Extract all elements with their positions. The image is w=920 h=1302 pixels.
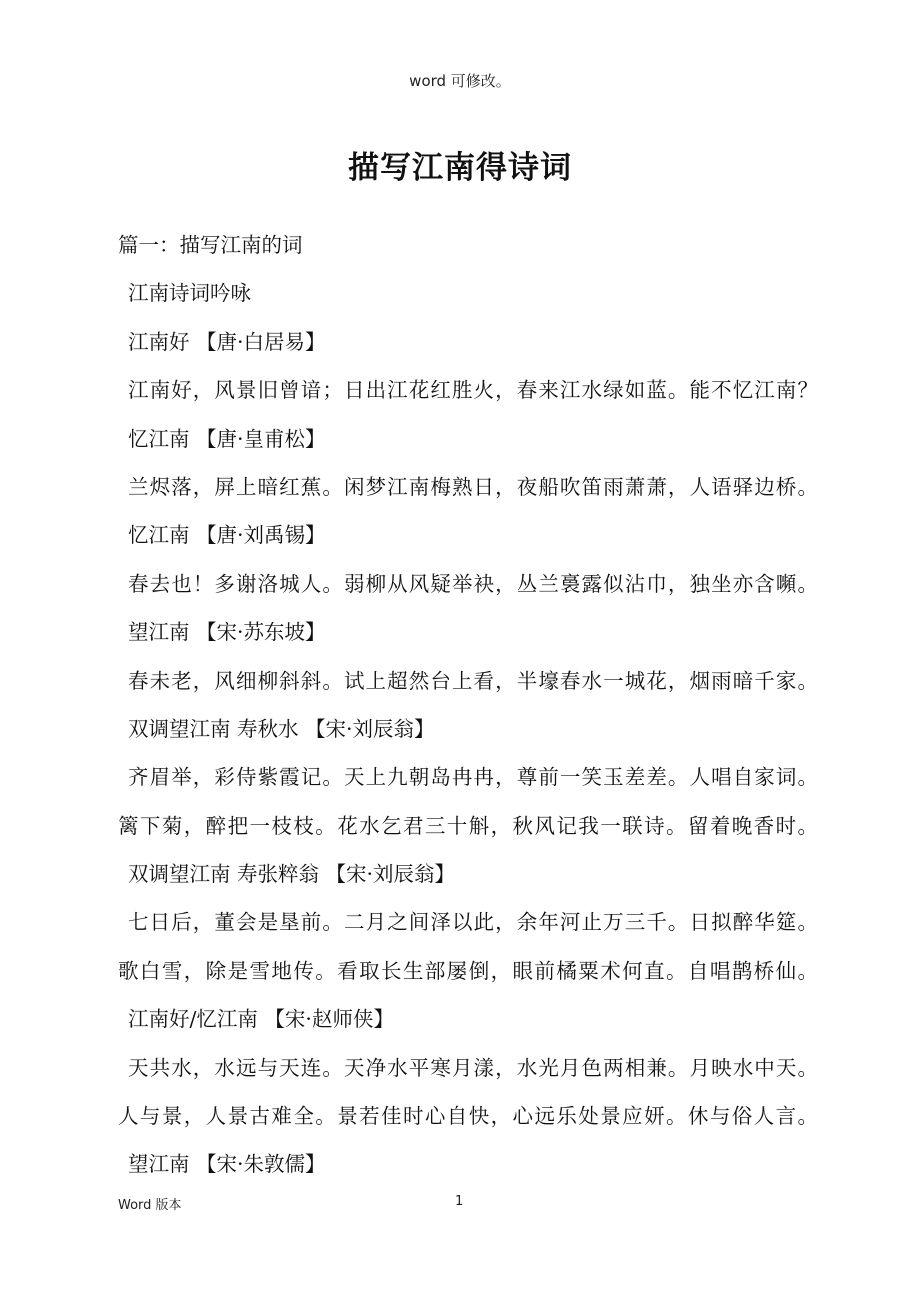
poem-title: 忆江南 【唐·刘禹锡】 — [128, 523, 326, 548]
poem-text: 歌白雪，除是雪地传。看取长生部屡倒，眼前橘粟术何直。自唱鹊桥仙。 — [118, 958, 818, 983]
page-number: 1 — [455, 1194, 464, 1209]
poem-text: 七日后，董会是垦前。二月之间泽以此，余年河止万三千。日拟醉华筵。 — [128, 910, 818, 935]
poem-title: 江南好/忆江南 【宋·赵师侠】 — [128, 1007, 394, 1032]
poem-title: 忆江南 【唐·皇甫松】 — [128, 426, 326, 451]
poem-title: 望江南 【宋·苏东坡】 — [128, 620, 326, 645]
poem-title: 双调望江南 寿秋水 【宋·刘辰翁】 — [128, 716, 435, 741]
poem-text: 篱下菊，醉把一枝枝。花水乞君三十斛，秋风记我一联诗。留着晚香时。 — [118, 813, 818, 838]
poem-title: 双调望江南 寿张粹翁 【宋·刘辰翁】 — [128, 862, 456, 887]
poem-text: 江南好，风景旧曾谙；日出江花红胜火，春来江水绿如蓝。能不忆江南？ — [128, 378, 818, 403]
section-heading: 篇一：描写江南的词 — [118, 233, 303, 257]
poem-text: 齐眉举，彩侍紫霞记。天上九朝岛冉冉，尊前一笑玉差差。人唱自家词。 — [128, 765, 818, 790]
poem-text: 春去也！多谢洛城人。弱柳从风疑举袂，丛兰裛露似沾巾，独坐亦含嚬。 — [128, 571, 818, 596]
poem-text: 春未老，风细柳斜斜。试上超然台上看，半壕春水一城花，烟雨暗千家。 — [128, 668, 818, 693]
subheading: 江南诗词吟咏 — [128, 281, 251, 306]
poem-text: 兰烬落，屏上暗红蕉。闲梦江南梅熟日，夜船吹笛雨萧萧，人语驿边桥。 — [128, 474, 818, 499]
footer-version-label: Word 版本 — [118, 1198, 182, 1213]
page-header: word 可修改。 — [409, 72, 511, 90]
poem-text: 人与景，人景古难全。景若佳时心自快，心远乐处景应妍。休与俗人言。 — [118, 1104, 818, 1129]
poem-text: 天共水，水远与天连。天净水平寒月漾，水光月色两相兼。月映水中天。 — [128, 1055, 818, 1080]
document-title: 描写江南得诗词 — [348, 150, 572, 186]
poem-title: 江南好 【唐·白居易】 — [128, 329, 326, 354]
poem-title: 望江南 【宋·朱敦儒】 — [128, 1152, 326, 1177]
document-body — [118, 226, 818, 1194]
